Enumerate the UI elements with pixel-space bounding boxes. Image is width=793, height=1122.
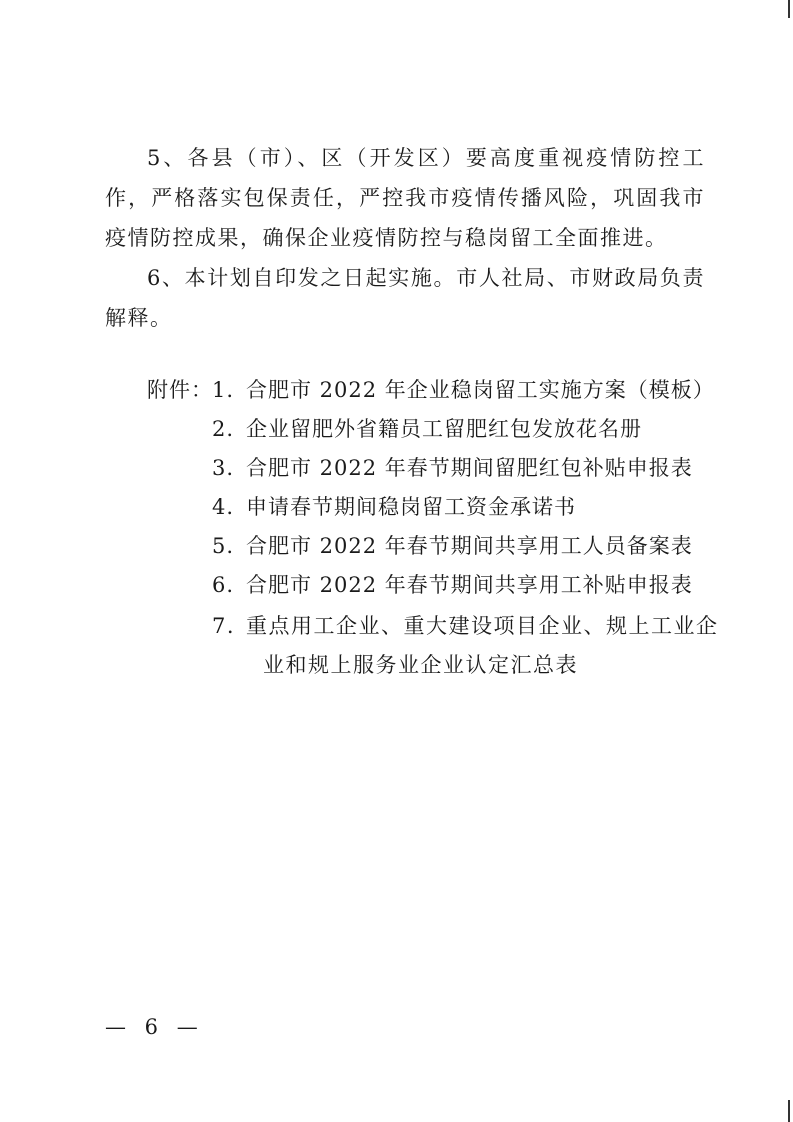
paragraph-item-5: 5、各县（市）、区（开发区）要高度重视疫情防控工作，严格落实包保责任，严控我市疫情传播风险，巩固我市疫情防控成果，确保企业疫情防控与稳岗留工全面推进。 <box>105 146 705 250</box>
attachment-text: 申请春节期间稳岗留工资金承诺书 <box>246 495 576 519</box>
attachment-text: 重点用工企业、重大建设项目企业、规上工业企 <box>246 614 719 638</box>
attachment-item-7-continuation: 业和规上服务业企业认定汇总表 <box>263 653 578 677</box>
scan-edge-mark <box>788 0 790 18</box>
attachments-label: 附件： <box>147 378 213 402</box>
attachment-item-1 <box>212 370 715 410</box>
attachment-text: 企业留肥外省籍员工留肥红包发放花名册 <box>246 417 642 441</box>
attachment-item-5 <box>212 526 693 566</box>
attachment-number: 3. <box>212 456 235 480</box>
attachment-text: 合肥市 2022 年企业稳岗留工实施方案（模板） <box>246 378 715 402</box>
attachment-item-6 <box>212 565 693 605</box>
attachment-number: 4. <box>212 495 235 519</box>
attachment-number: 7. <box>212 614 236 638</box>
attachment-number: 5. <box>212 534 235 558</box>
attachment-item-4 <box>212 487 576 527</box>
attachment-text: 合肥市 2022 年春节期间共享用工补贴申报表 <box>246 573 693 597</box>
attachment-text: 合肥市 2022 年春节期间共享用工人员备案表 <box>246 534 693 558</box>
scan-edge-mark <box>788 1100 790 1122</box>
attachment-number: 2. <box>212 417 235 441</box>
attachment-number: 6. <box>212 573 235 597</box>
attachment-number: 1. <box>212 378 235 402</box>
attachment-item-3 <box>212 448 693 488</box>
attachment-item-7 <box>212 606 719 646</box>
attachment-item-2 <box>212 409 642 449</box>
page-number: — 6 — <box>105 1015 204 1039</box>
attachment-text: 合肥市 2022 年春节期间留肥红包补贴申报表 <box>246 456 693 480</box>
paragraph-item-6: 6、本计划自印发之日起实施。市人社局、市财政局负责解释。 <box>105 266 705 330</box>
